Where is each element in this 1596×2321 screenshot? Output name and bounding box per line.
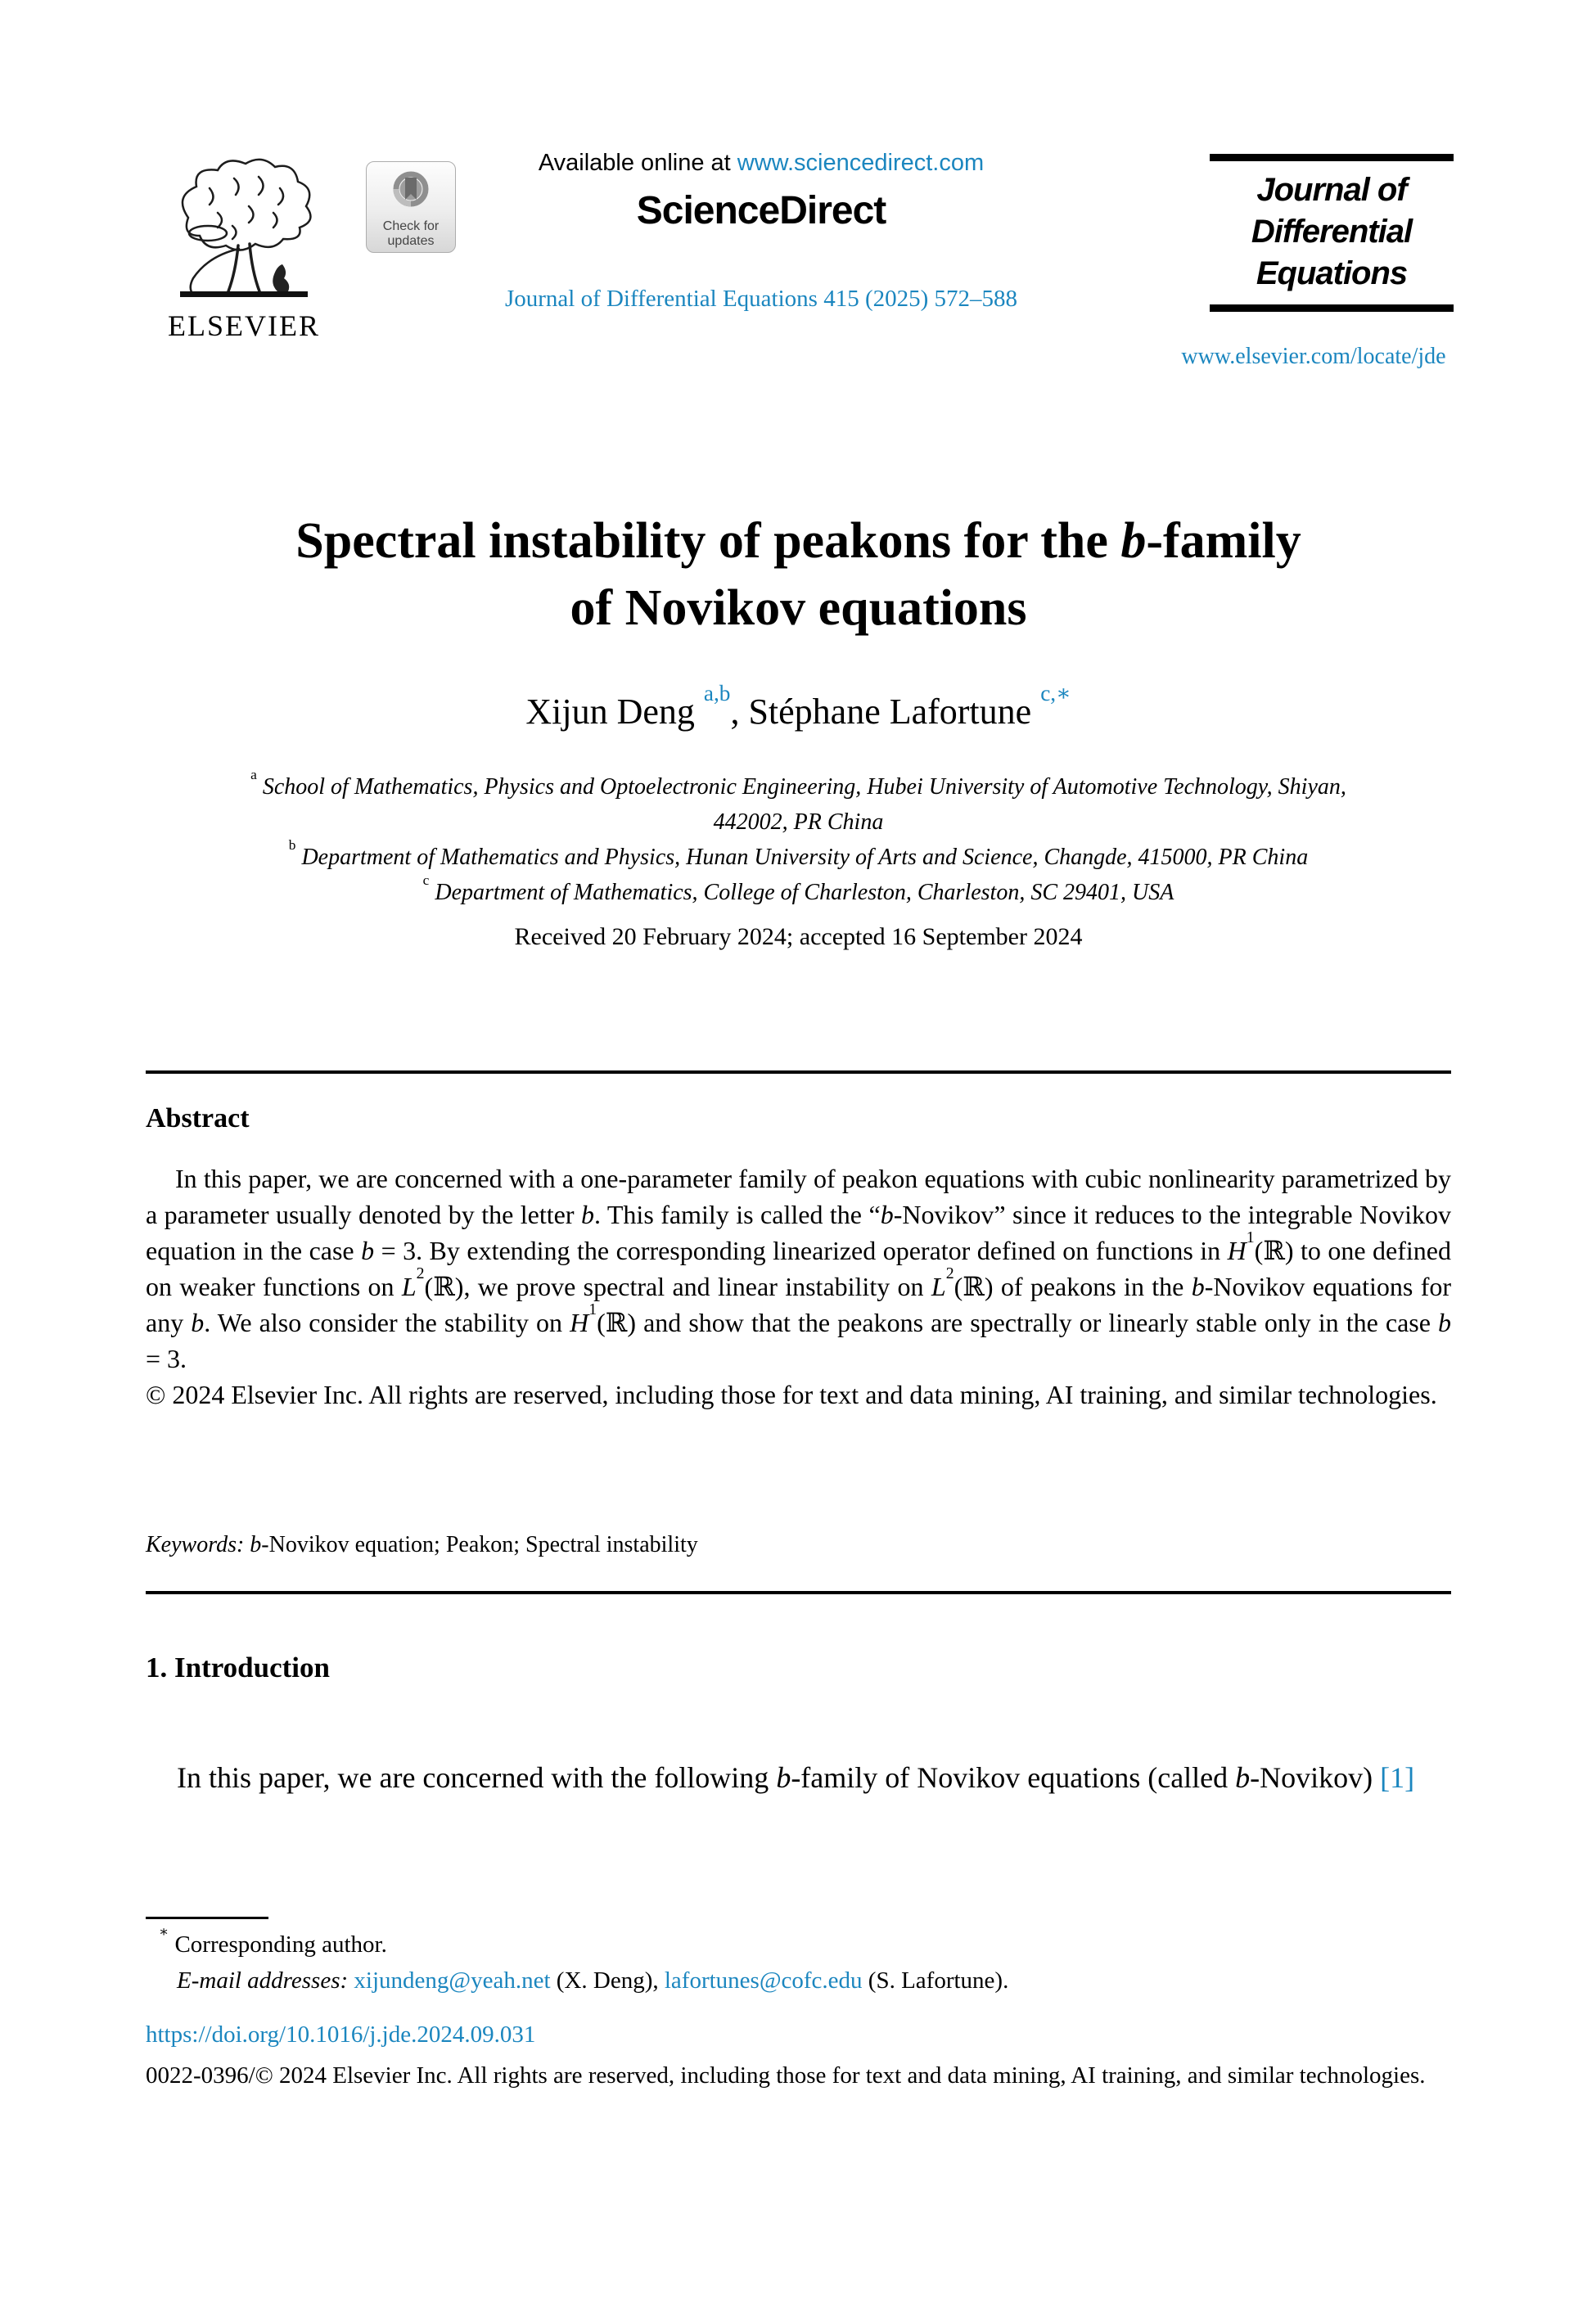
journal-masthead-box [1210, 154, 1454, 312]
text-run: 442002, PR China [713, 809, 884, 835]
article-title-line2: of Novikov equations [570, 580, 1027, 636]
text-run: (ℝ) of peakons in the [954, 1272, 1192, 1301]
affiliations [146, 766, 1451, 910]
introduction-paragraph [146, 1756, 1451, 1799]
text-run: (S. Lafortune). [862, 1967, 1009, 1994]
text-run: = 3. By extending the corresponding linearized operator defined on functions in [374, 1236, 1228, 1265]
text-run: b [580, 1200, 594, 1229]
elsevier-logo [144, 154, 344, 343]
email-deng-link[interactable]: xijundeng@yeah.net [354, 1967, 551, 1994]
text-run: -Novikov” since it reduces to the integrable Novikov equation in the case [146, 1200, 1452, 1265]
text-run: b [191, 1308, 205, 1337]
abstract-paragraph [146, 1160, 1451, 1377]
check-for-updates-icon [388, 167, 434, 214]
text-run: b [776, 1761, 791, 1794]
email-lafortune-link[interactable]: lafortunes@cofc.edu [664, 1967, 863, 1994]
citation-1-link[interactable]: [1] [1380, 1761, 1415, 1794]
article-title-line1 [146, 507, 1451, 575]
text-run: b [1235, 1761, 1251, 1794]
affiliation-a-line1 [146, 766, 1451, 804]
text-run: b [1191, 1272, 1205, 1301]
text-run: c [422, 872, 430, 888]
header-center [454, 150, 1068, 313]
abstract-copyright: © 2024 Elsevier Inc. All rights are reserved, including those for text and data mining, AI training, and similar technologies. [146, 1380, 1437, 1409]
text-run: b [1120, 513, 1147, 569]
sciencedirect-url-link[interactable]: www.sciencedirect.com [737, 150, 985, 176]
text-run: (ℝ), we prove spectral and linear instability on [424, 1272, 931, 1301]
journal-homepage-link[interactable]: www.elsevier.com/locate/jde [1181, 344, 1446, 369]
text-run: b [1438, 1308, 1452, 1337]
sciencedirect-wordmark: ScienceDirect [636, 189, 886, 232]
affiliation-b [146, 836, 1451, 875]
text-run: a,b [703, 681, 731, 706]
text-run: Department of Mathematics, College of Charleston, Charleston, SC 29401, USA [429, 880, 1174, 905]
received-dates: Received 20 February 2024; accepted 16 September 2024 [514, 923, 1083, 950]
text-run: In this paper, we are concerned with the following [177, 1761, 777, 1794]
text-run: 2 [945, 1264, 954, 1283]
text-run: . This family is called the “ [593, 1200, 881, 1229]
text-run: In this paper, we are concerned with a one-parameter family of peakon equations with cubic nonlinearity parametrized by a parameter usually denoted by the letter [146, 1164, 1451, 1229]
text-run: -Novikov equation; Peakon; Spectral instability [261, 1532, 698, 1557]
affiliation-c [146, 872, 1451, 910]
text-run: -family [1146, 513, 1301, 569]
text-run: b [250, 1532, 262, 1557]
article-title [146, 507, 1451, 642]
text-run: L [401, 1272, 417, 1301]
text-run: b [880, 1200, 894, 1229]
text-run: 2 [416, 1264, 425, 1283]
text-run: , Stéphane Lafortune [730, 692, 1041, 732]
affiliation-a-line2 [146, 804, 1451, 840]
text-run: (ℝ) to one defined on weaker functions on [146, 1236, 1452, 1301]
journal-name: Journal of Differential Equations [1251, 172, 1413, 291]
keywords-bottom-rule [146, 1591, 1451, 1594]
issn-copyright-line: 0022-0396/© 2024 Elsevier Inc. All rights are reserved, including those for text and data mining, AI training, and similar technologies. [146, 2062, 1426, 2089]
text-run: H [1227, 1236, 1247, 1265]
text-run: -Novikov equations for any [146, 1272, 1452, 1337]
text-run: c,∗ [1040, 681, 1071, 706]
text-run: ∗ [159, 1923, 169, 1940]
text-run: b [288, 836, 296, 853]
elsevier-wordmark: ELSEVIER [168, 309, 320, 342]
available-online-prefix: Available online at [538, 150, 737, 176]
author-line [146, 681, 1451, 732]
text-run: -family of Novikov equations (called [791, 1761, 1236, 1794]
corresponding-author-note [146, 1923, 1451, 1958]
masthead-top-rule [1210, 154, 1454, 161]
available-online-line [454, 150, 1068, 177]
text-run: a [250, 766, 257, 782]
text-run: -Novikov) [1250, 1761, 1381, 1794]
text-run: (X. Deng), [550, 1967, 665, 1994]
text-run: School of Mathematics, Physics and Optoelectronic Engineering, Hubei University of Automotive Technology, Shiyan, [256, 774, 1346, 800]
abstract-heading: Abstract [146, 1103, 250, 1133]
tree-figure [273, 264, 289, 292]
elsevier-tree-icon [157, 154, 331, 303]
section-1-heading: 1. Introduction [146, 1652, 330, 1683]
text-run: Corresponding author. [169, 1931, 387, 1958]
text-run: Keywords: [146, 1532, 250, 1557]
doi-link[interactable]: https://doi.org/10.1016/j.jde.2024.09.031 [146, 2021, 536, 2048]
footnote-rule [146, 1917, 268, 1919]
abstract-top-rule [146, 1070, 1451, 1074]
text-run: E-mail addresses: [177, 1967, 354, 1994]
text-run: Spectral instability of peakons for the [295, 513, 1121, 569]
text-run: b [361, 1236, 375, 1265]
text-run: = 3. [146, 1344, 187, 1373]
text-run: 1 [1246, 1228, 1255, 1247]
keywords-line [146, 1532, 1451, 1558]
text-run: L [931, 1272, 946, 1301]
text-run: (ℝ) and show that the peakons are spectrally or linearly stable only in the case [597, 1308, 1439, 1337]
text-run: 1 [588, 1300, 597, 1319]
abstract-body [146, 1160, 1451, 1413]
text-run: Department of Mathematics and Physics, Hunan University of Arts and Science, Changde, 415000, PR China [295, 845, 1309, 870]
text-run: H [570, 1308, 589, 1337]
email-addresses-note [146, 1967, 1451, 1994]
text-run: Xijun Deng [525, 692, 704, 732]
check-for-updates-label: Check for updates [382, 219, 440, 248]
check-for-updates-badge[interactable] [366, 161, 456, 253]
journal-citation-link[interactable]: Journal of Differential Equations 415 (2025) 572–588 [504, 286, 1018, 312]
text-run: . We also consider the stability on [204, 1308, 570, 1337]
masthead-bottom-rule [1210, 304, 1454, 312]
